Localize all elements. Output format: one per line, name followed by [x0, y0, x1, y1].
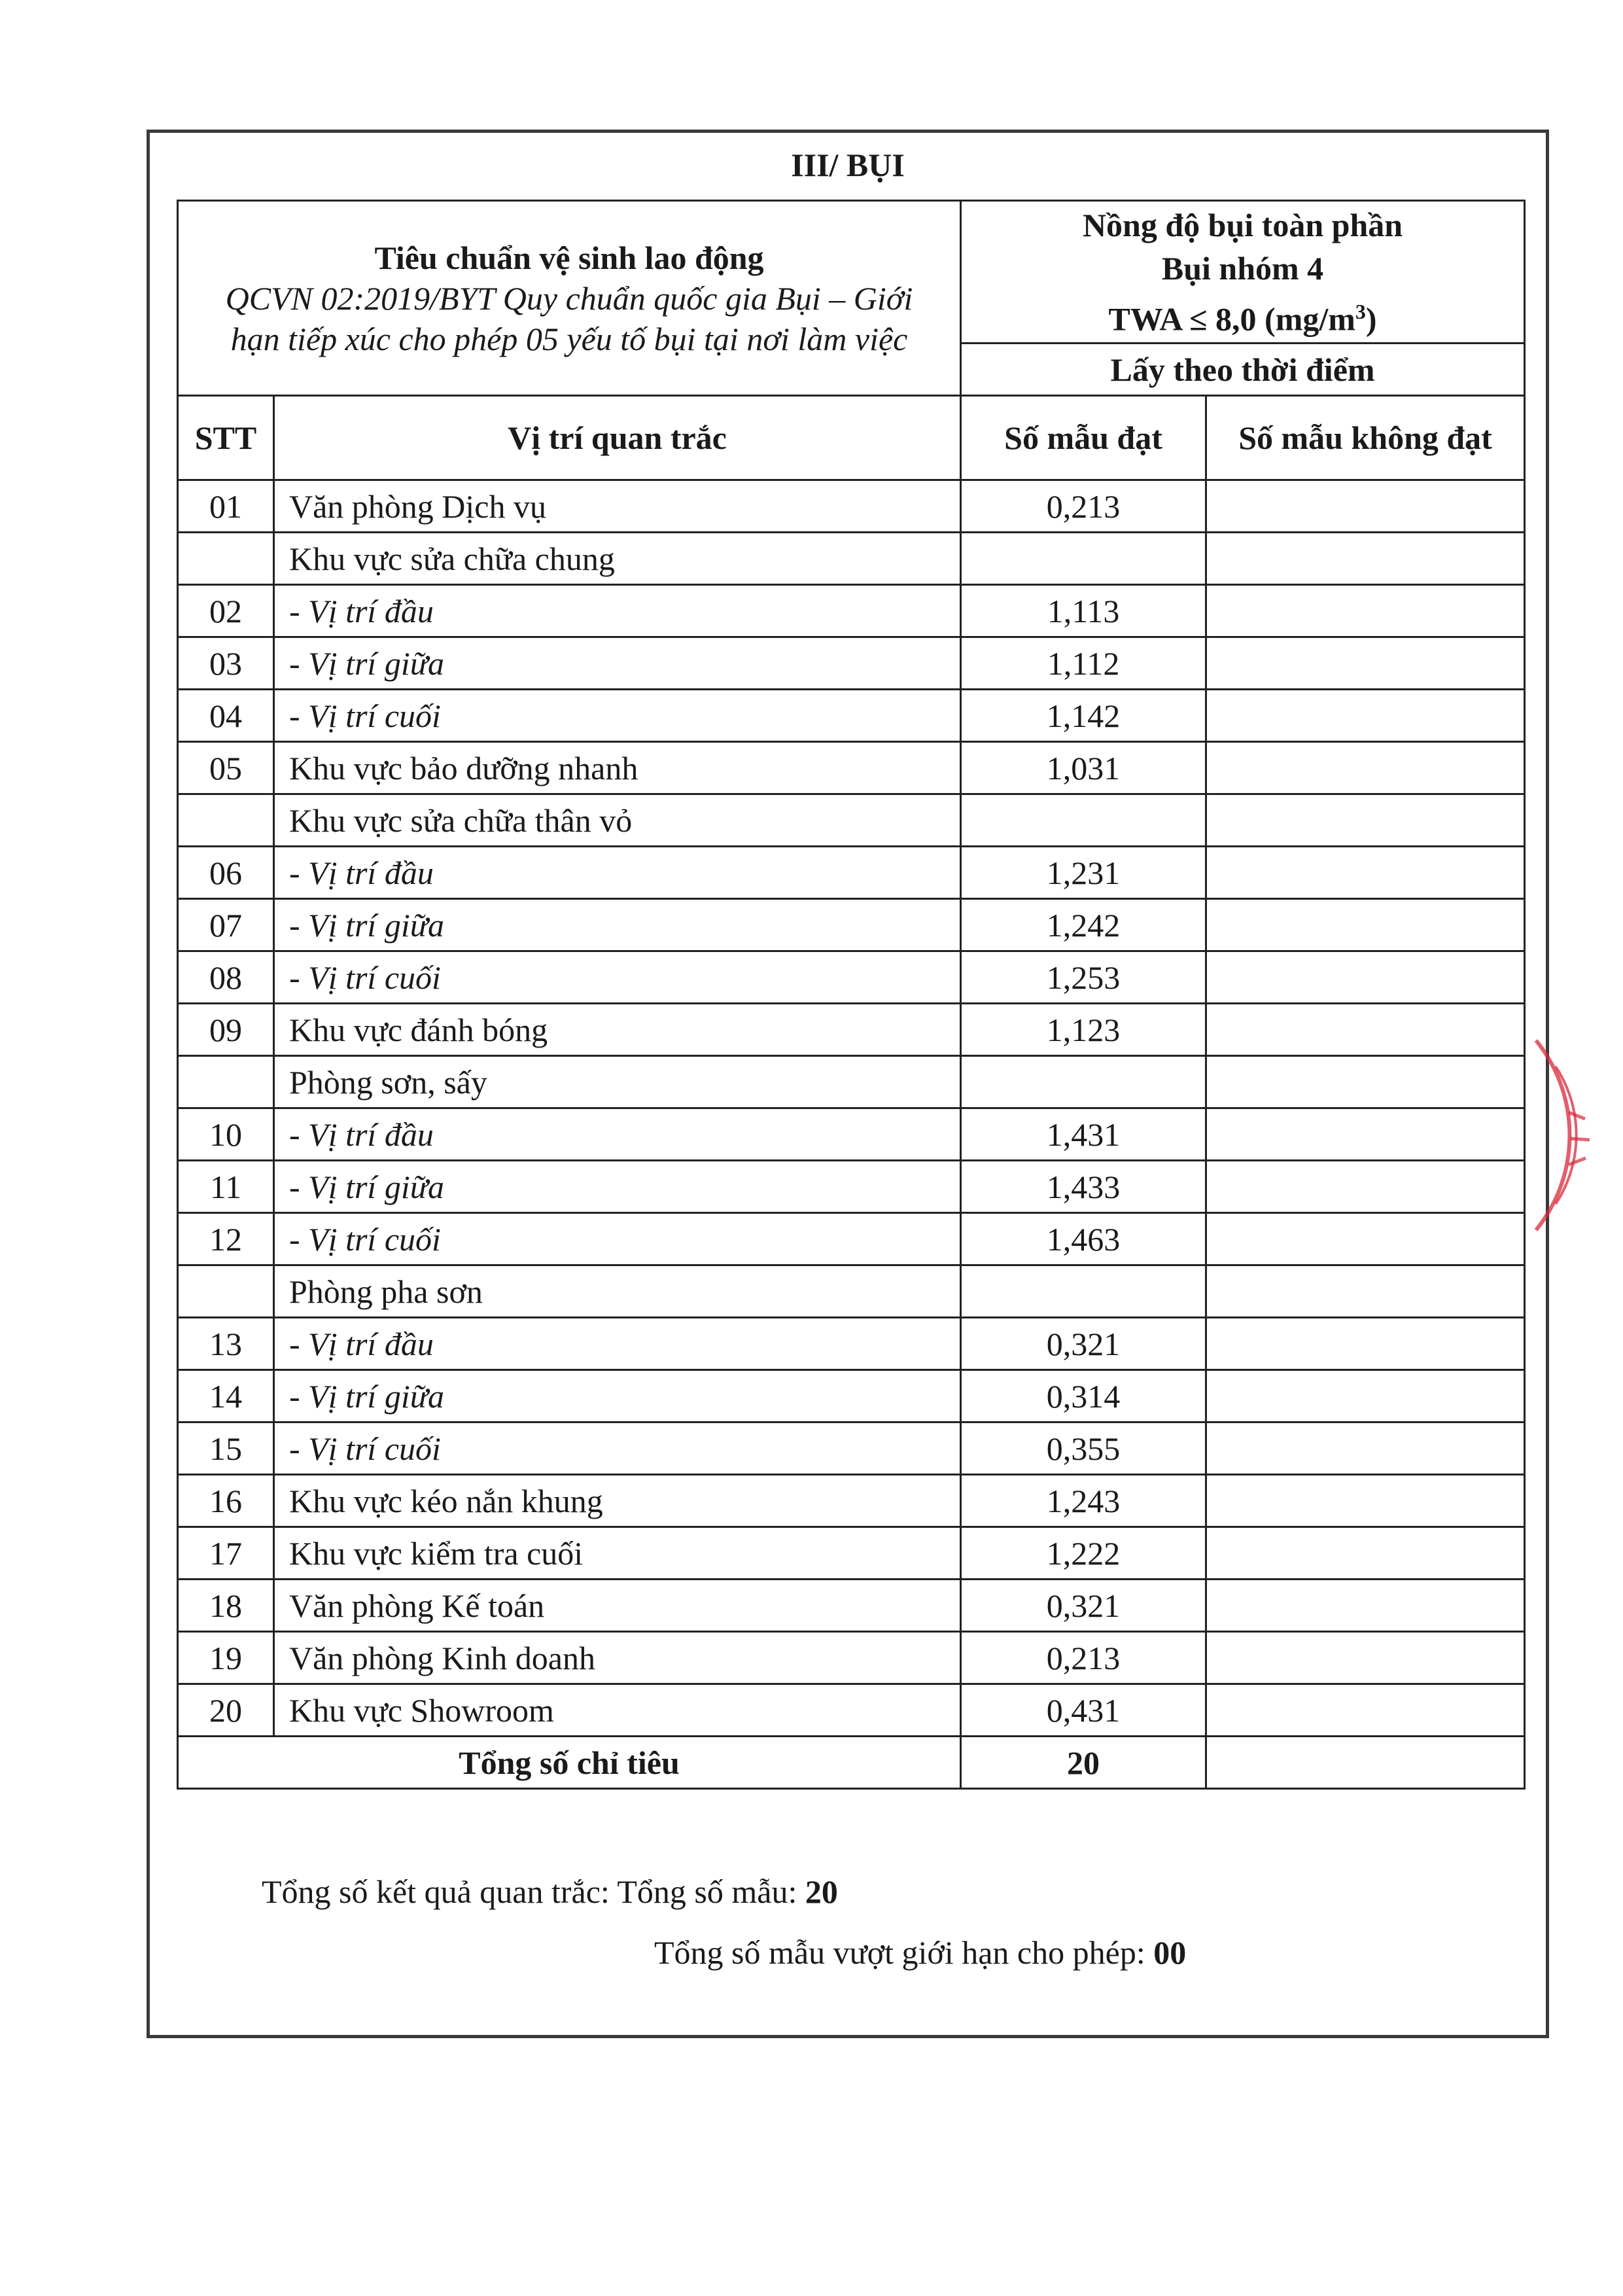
table-row — [178, 1422, 1525, 1475]
cell-pass: 0,314 — [961, 1370, 1206, 1422]
cell-fail — [1206, 1318, 1525, 1370]
cell-location: Khu vực kiểm tra cuối — [274, 1527, 961, 1580]
cell-stt: 16 — [178, 1475, 274, 1527]
cell-stt: 14 — [178, 1370, 274, 1422]
cell-stt: 11 — [178, 1161, 274, 1213]
cell-pass: 1,431 — [961, 1108, 1206, 1161]
cell-fail — [1206, 533, 1525, 585]
table-row — [178, 1108, 1525, 1161]
cell-pass: 0,213 — [961, 480, 1206, 533]
cell-location: Khu vực kéo nắn khung — [274, 1475, 961, 1527]
cell-pass — [961, 1265, 1206, 1318]
cell-pass: 1,222 — [961, 1527, 1206, 1580]
cell-stt: 03 — [178, 637, 274, 690]
standard-desc-line1: QCVN 02:2019/BYT Quy chuẩn quốc gia Bụi – Giới — [225, 279, 913, 317]
cell-stt: 02 — [178, 585, 274, 637]
cell-fail — [1206, 742, 1525, 794]
cell-stt: 15 — [178, 1422, 274, 1475]
cell-stt — [178, 533, 274, 585]
cell-location: Văn phòng Kế toán — [274, 1580, 961, 1632]
cell-fail — [1206, 1527, 1525, 1580]
table-row — [178, 637, 1525, 690]
cell-pass: 1,463 — [961, 1213, 1206, 1265]
cell-location: Khu vực đánh bóng — [274, 1004, 961, 1056]
total-pass: 20 — [961, 1737, 1206, 1789]
cell-location: - Vị trí cuối — [274, 1422, 961, 1475]
cell-stt: 06 — [178, 847, 274, 899]
cell-location: - Vị trí đầu — [274, 585, 961, 637]
table-row — [178, 690, 1525, 742]
cell-location: Khu vực Showroom — [274, 1684, 961, 1737]
summary-exceeded-samples: Tổng số mẫu vượt giới hạn cho phép: 00 — [654, 1934, 1187, 1971]
cell-pass — [961, 533, 1206, 585]
cell-fail — [1206, 1632, 1525, 1684]
table-row — [178, 533, 1525, 585]
cell-pass: 0,431 — [961, 1684, 1206, 1737]
cell-fail — [1206, 690, 1525, 742]
cell-fail — [1206, 1161, 1525, 1213]
table-row — [178, 1161, 1525, 1213]
cell-stt: 12 — [178, 1213, 274, 1265]
cell-location: Khu vực bảo dưỡng nhanh — [274, 742, 961, 794]
cell-stt: 13 — [178, 1318, 274, 1370]
table-row — [178, 1684, 1525, 1737]
table-row — [178, 1004, 1525, 1056]
cell-pass: 1,112 — [961, 637, 1206, 690]
cell-location: Khu vực sửa chữa chung — [274, 533, 961, 585]
table-row — [178, 847, 1525, 899]
cell-pass — [961, 1056, 1206, 1108]
col-header-fail: Số mẫu không đạt — [1206, 396, 1525, 480]
col-header-pass: Số mẫu đạt — [961, 396, 1206, 480]
standard-header-row — [178, 201, 1525, 344]
cell-location: - Vị trí giữa — [274, 637, 961, 690]
cell-fail — [1206, 1265, 1525, 1318]
cell-location: Phòng pha sơn — [274, 1265, 961, 1318]
cell-fail — [1206, 951, 1525, 1004]
cell-fail — [1206, 847, 1525, 899]
dust-results-table — [177, 200, 1526, 1790]
cell-stt: 17 — [178, 1527, 274, 1580]
cell-stt — [178, 1056, 274, 1108]
section-title: III/ BỤI — [791, 147, 905, 183]
table-row — [178, 1475, 1525, 1527]
standard-cell — [178, 201, 961, 396]
cell-fail — [1206, 794, 1525, 847]
cell-stt: 20 — [178, 1684, 274, 1737]
cell-pass: 0,321 — [961, 1580, 1206, 1632]
cell-pass: 1,142 — [961, 690, 1206, 742]
cell-stt: 04 — [178, 690, 274, 742]
cell-stt: 10 — [178, 1108, 274, 1161]
cell-pass: 1,123 — [961, 1004, 1206, 1056]
cell-location: - Vị trí đầu — [274, 1108, 961, 1161]
cell-fail — [1206, 899, 1525, 951]
cell-pass: 0,213 — [961, 1632, 1206, 1684]
cell-stt: 07 — [178, 899, 274, 951]
cell-stt: 18 — [178, 1580, 274, 1632]
cell-fail — [1206, 1580, 1525, 1632]
cell-location: Khu vực sửa chữa thân vỏ — [274, 794, 961, 847]
cell-stt: 01 — [178, 480, 274, 533]
cell-location: - Vị trí giữa — [274, 1161, 961, 1213]
total-label: Tổng số chỉ tiêu — [178, 1737, 961, 1789]
cell-stt: 08 — [178, 951, 274, 1004]
cell-fail — [1206, 637, 1525, 690]
standard-desc-line2: hạn tiếp xúc cho phép 05 yếu tố bụi tại nơi làm việc — [230, 320, 908, 357]
cell-pass: 1,031 — [961, 742, 1206, 794]
cell-fail — [1206, 585, 1525, 637]
column-header-row — [178, 396, 1525, 480]
col-header-stt: STT — [178, 396, 274, 480]
table-row — [178, 1318, 1525, 1370]
parameter-name: Nồng độ bụi toàn phần — [1082, 206, 1403, 243]
red-stamp-seal — [1529, 1027, 1623, 1243]
table-row — [178, 1527, 1525, 1580]
cell-fail — [1206, 1213, 1525, 1265]
parameter-cell — [961, 201, 1525, 344]
cell-location: - Vị trí cuối — [274, 1213, 961, 1265]
cell-location: - Vị trí cuối — [274, 690, 961, 742]
table-row — [178, 1213, 1525, 1265]
cell-location: - Vị trí đầu — [274, 1318, 961, 1370]
parameter-group: Bụi nhóm 4 — [1161, 249, 1324, 287]
cell-fail — [1206, 1684, 1525, 1737]
table-row — [178, 585, 1525, 637]
cell-pass: 0,355 — [961, 1422, 1206, 1475]
table-row — [178, 742, 1525, 794]
cell-fail — [1206, 1108, 1525, 1161]
parameter-limit: TWA ≤ 8,0 $(mg/m^3)$ — [1108, 299, 1377, 338]
cell-location: - Vị trí cuối — [274, 951, 961, 1004]
cell-stt — [178, 794, 274, 847]
cell-stt — [178, 1265, 274, 1318]
cell-location: Văn phòng Dịch vụ — [274, 480, 961, 533]
total-row — [178, 1737, 1525, 1789]
cell-pass: 1,113 — [961, 585, 1206, 637]
cell-fail — [1206, 1370, 1525, 1422]
table-row — [178, 951, 1525, 1004]
table-row — [178, 899, 1525, 951]
cell-location: - Vị trí giữa — [274, 899, 961, 951]
cell-stt: 09 — [178, 1004, 274, 1056]
cell-pass: 1,243 — [961, 1475, 1206, 1527]
col-header-location: Vị trí quan trắc — [274, 396, 961, 480]
cell-fail — [1206, 480, 1525, 533]
cell-pass: 1,253 — [961, 951, 1206, 1004]
cell-pass: 1,242 — [961, 899, 1206, 951]
table-row — [178, 480, 1525, 533]
table-row — [178, 794, 1525, 847]
cell-location: - Vị trí giữa — [274, 1370, 961, 1422]
table-row — [178, 1370, 1525, 1422]
cell-pass: 1,231 — [961, 847, 1206, 899]
total-fail — [1206, 1737, 1525, 1789]
cell-pass: 0,321 — [961, 1318, 1206, 1370]
cell-fail — [1206, 1004, 1525, 1056]
cell-fail — [1206, 1422, 1525, 1475]
table-row — [178, 1580, 1525, 1632]
cell-location: - Vị trí đầu — [274, 847, 961, 899]
table-row — [178, 1265, 1525, 1318]
cell-location: Văn phòng Kinh doanh — [274, 1632, 961, 1684]
sampling-method: Lấy theo thời điểm — [961, 344, 1525, 396]
cell-stt: 05 — [178, 742, 274, 794]
table-row — [178, 1056, 1525, 1108]
cell-pass: 1,433 — [961, 1161, 1206, 1213]
cell-fail — [1206, 1475, 1525, 1527]
cell-stt: 19 — [178, 1632, 274, 1684]
standard-title: Tiêu chuẩn vệ sinh lao động — [374, 239, 764, 276]
cell-pass — [961, 794, 1206, 847]
table-row — [178, 1632, 1525, 1684]
cell-fail — [1206, 1056, 1525, 1108]
cell-location: Phòng sơn, sấy — [274, 1056, 961, 1108]
summary-total-samples: Tổng số kết quả quan trắc: Tổng số mẫu: 20 — [262, 1873, 838, 1910]
